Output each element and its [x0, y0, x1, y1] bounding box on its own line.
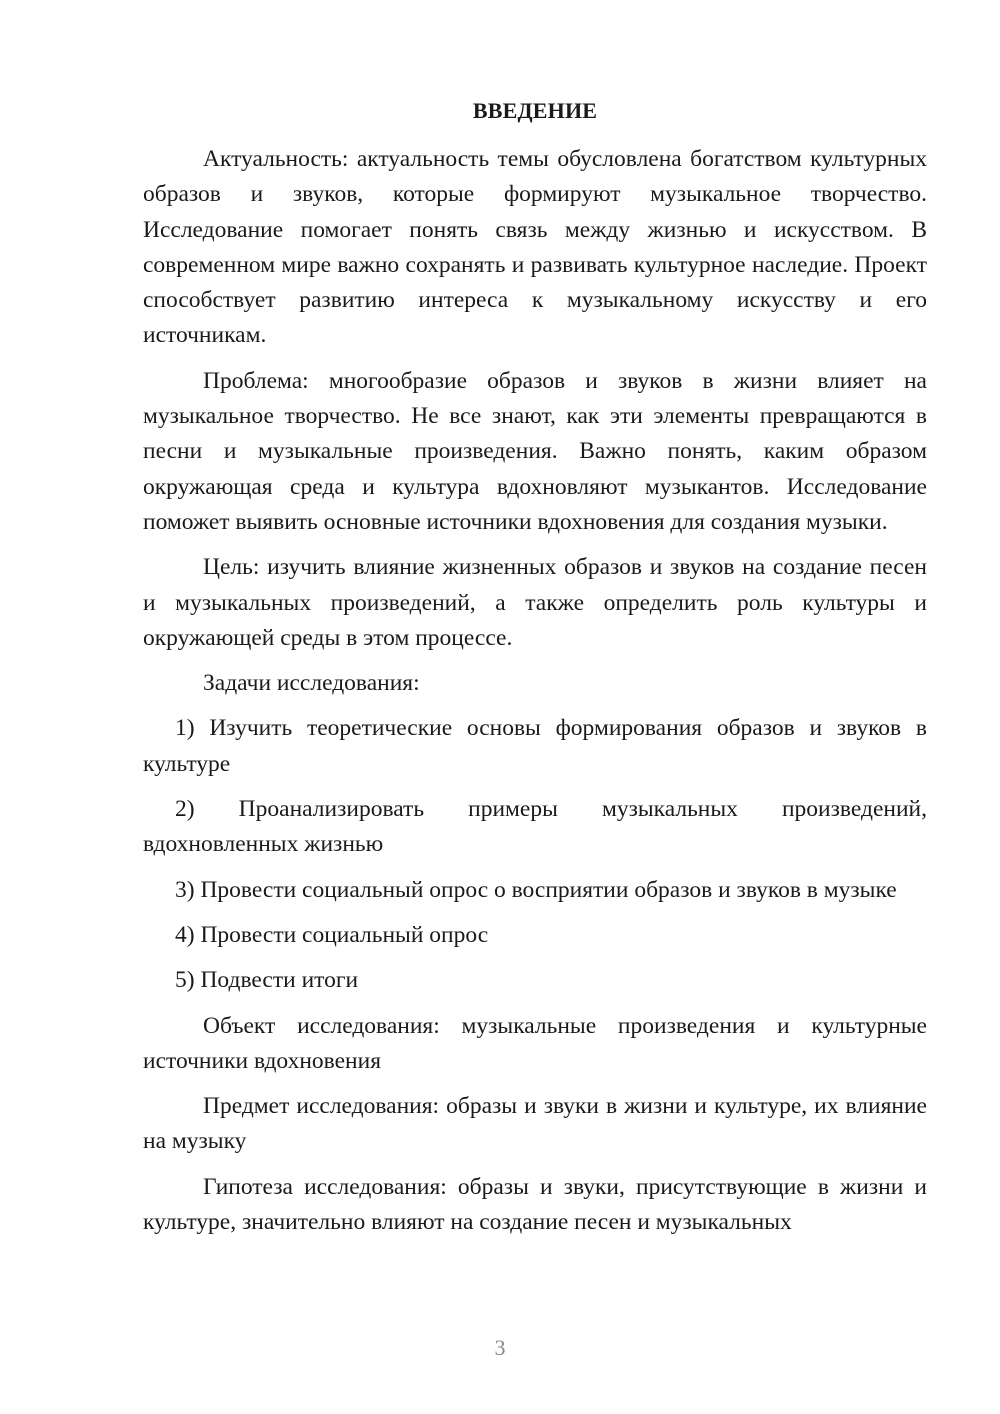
task-item-3: 3) Провести социальный опрос о восприятии образов и звуков в музыке	[175, 876, 897, 903]
problem-paragraph: Проблема: многообразие образов и звуков в жизни влияет на музыкальное творчество. Не все знают, как эти элементы превращаются в песни и музыкальные произведения. Важно понять, каким образом окружающая среда и культура вдохновляют музыкантов. Исследование поможет выявить основные источники вдохновения для создания музыки.	[143, 367, 927, 535]
task-item-1: 1) Изучить теоретические основы формирования образов и звуков в культуре	[143, 715, 927, 777]
page-number: 3	[494, 1335, 506, 1360]
subject-paragraph: Предмет исследования: образы и звуки в жизни и культуре, их влияние на музыку	[143, 1093, 927, 1155]
hypothesis-paragraph: Гипотеза исследования: образы и звуки, присутствующие в жизни и культуре, значительно влияют на создание песен и музыкальных	[143, 1173, 927, 1236]
page-title: ВВЕДЕНИЕ	[472, 98, 598, 123]
tasks-heading: Задачи исследования:	[203, 670, 420, 697]
goal-paragraph: Цель: изучить влияние жизненных образов и звуков на создание песен и музыкальных произведений, а также определить роль культуры и окружающей среды в этом процессе.	[143, 554, 927, 651]
document-body	[143, 142, 927, 1250]
task-item-5: 5) Подвести итоги	[175, 967, 359, 994]
task-item-4: 4) Провести социальный опрос	[175, 921, 489, 948]
object-paragraph: Объект исследования: музыкальные произведения и культурные источники вдохновения	[143, 1012, 927, 1074]
relevance-paragraph: Актуальность: актуальность темы обусловлена богатством культурных образов и звуков, которые формируют музыкальное творчество. Исследование помогает понять связь между жизнью и искусством. В современном мире важно сохранять и развивать культурное наследие. Проект способствует развитию интереса к музыкальному искусству и его источникам.	[143, 146, 927, 349]
task-item-2: 2) Проанализировать примеры музыкальных произведений, вдохновленных жизнью	[143, 796, 927, 858]
